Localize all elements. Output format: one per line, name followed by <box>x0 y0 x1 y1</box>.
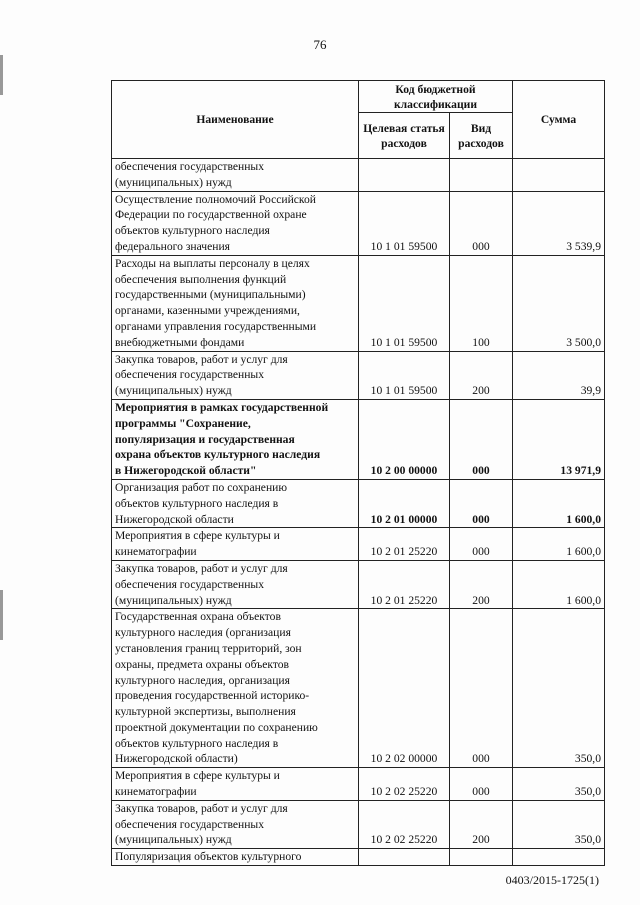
row-sum-cell: 350,0 <box>513 768 605 801</box>
table-row <box>112 351 605 399</box>
row-sum-cell: 350,0 <box>513 800 605 848</box>
row-name-cell: Расходы на выплаты персоналу в целях обеспечения выполнения функций государственными (муниципальными) органами, казенными учреждениями, органами управления государственными внебюджетными фондами <box>112 255 359 351</box>
row-kind-cell: 000 <box>450 528 513 561</box>
row-name-cell: Государственная охрана объектов культурного наследия (организация установления границ территорий, зон охраны, предмета охраны объектов культурного наследия, организация проведения государственной историко- культурной экспертизы, выполнения проектной документации по сохранению объектов культурного наследия в Нижегородской области) <box>112 609 359 768</box>
row-name-cell: Мероприятия в рамках государственной программы "Сохранение, популяризация и государственная охрана объектов культурного наследия в Нижегородской области" <box>112 399 359 479</box>
row-kind-cell: 000 <box>450 479 513 527</box>
row-target-cell: 10 1 01 59500 <box>359 351 450 399</box>
row-sum-cell: 1 600,0 <box>513 479 605 527</box>
row-sum-cell: 1 600,0 <box>513 528 605 561</box>
row-sum-cell <box>513 159 605 192</box>
row-name-cell: Закупка товаров, работ и услуг для обеспечения государственных (муниципальных) нужд <box>112 560 359 608</box>
row-sum-cell <box>513 849 605 866</box>
row-sum-cell: 3 539,9 <box>513 191 605 255</box>
table-row <box>112 479 605 527</box>
table-row <box>112 768 605 801</box>
row-name-cell: Организация работ по сохранению объектов культурного наследия в Нижегородской области <box>112 479 359 527</box>
row-target-cell <box>359 849 450 866</box>
document-code: 0403/2015-1725(1) <box>505 873 599 887</box>
row-kind-cell: 000 <box>450 609 513 768</box>
row-sum-cell: 13 971,9 <box>513 399 605 479</box>
row-kind-cell <box>450 159 513 192</box>
row-name-cell: обеспечения государственных (муниципальных) нужд <box>112 159 359 192</box>
row-kind-cell: 000 <box>450 399 513 479</box>
header-expense-kind: Вид расходов <box>450 113 513 159</box>
row-kind-cell: 200 <box>450 800 513 848</box>
row-target-cell: 10 2 02 00000 <box>359 609 450 768</box>
page-number: 76 <box>313 37 327 52</box>
table-row <box>112 849 605 866</box>
row-kind-cell: 200 <box>450 351 513 399</box>
row-target-cell: 10 2 01 25220 <box>359 560 450 608</box>
table-row <box>112 528 605 561</box>
row-name-cell: Осуществление полномочий Российской Федерации по государственной охране объектов культурного наследия федерального значения <box>112 191 359 255</box>
row-kind-cell: 200 <box>450 560 513 608</box>
row-name-cell: Закупка товаров, работ и услуг для обеспечения государственных (муниципальных) нужд <box>112 800 359 848</box>
row-target-cell: 10 2 02 25220 <box>359 800 450 848</box>
row-target-cell: 10 1 01 59500 <box>359 255 450 351</box>
row-target-cell: 10 2 02 25220 <box>359 768 450 801</box>
table-row <box>112 560 605 608</box>
table-row <box>112 399 605 479</box>
row-sum-cell: 1 600,0 <box>513 560 605 608</box>
row-target-cell: 10 2 01 25220 <box>359 528 450 561</box>
table-row <box>112 800 605 848</box>
header-budget-code: Код бюджетной классификации <box>359 81 513 113</box>
row-kind-cell: 000 <box>450 191 513 255</box>
table-row <box>112 255 605 351</box>
row-kind-cell: 000 <box>450 768 513 801</box>
row-target-cell <box>359 159 450 192</box>
row-target-cell: 10 2 00 00000 <box>359 399 450 479</box>
table-row <box>112 191 605 255</box>
budget-table <box>111 80 605 866</box>
row-name-cell: Популяризация объектов культурного <box>112 849 359 866</box>
scan-margin-mark <box>0 55 3 95</box>
header-target-article: Целевая статья расходов <box>359 113 450 159</box>
table-body <box>112 159 605 866</box>
table-row <box>112 609 605 768</box>
table-row <box>112 159 605 192</box>
row-sum-cell: 39,9 <box>513 351 605 399</box>
row-sum-cell: 350,0 <box>513 609 605 768</box>
row-sum-cell: 3 500,0 <box>513 255 605 351</box>
header-name: Наименование <box>112 81 359 159</box>
row-name-cell: Мероприятия в сфере культуры и кинематографии <box>112 768 359 801</box>
row-name-cell: Закупка товаров, работ и услуг для обеспечения государственных (муниципальных) нужд <box>112 351 359 399</box>
row-name-cell: Мероприятия в сфере культуры и кинематографии <box>112 528 359 561</box>
row-target-cell: 10 2 01 00000 <box>359 479 450 527</box>
row-kind-cell <box>450 849 513 866</box>
row-kind-cell: 100 <box>450 255 513 351</box>
scan-margin-mark <box>0 590 3 640</box>
row-target-cell: 10 1 01 59500 <box>359 191 450 255</box>
header-sum: Сумма <box>513 81 605 159</box>
